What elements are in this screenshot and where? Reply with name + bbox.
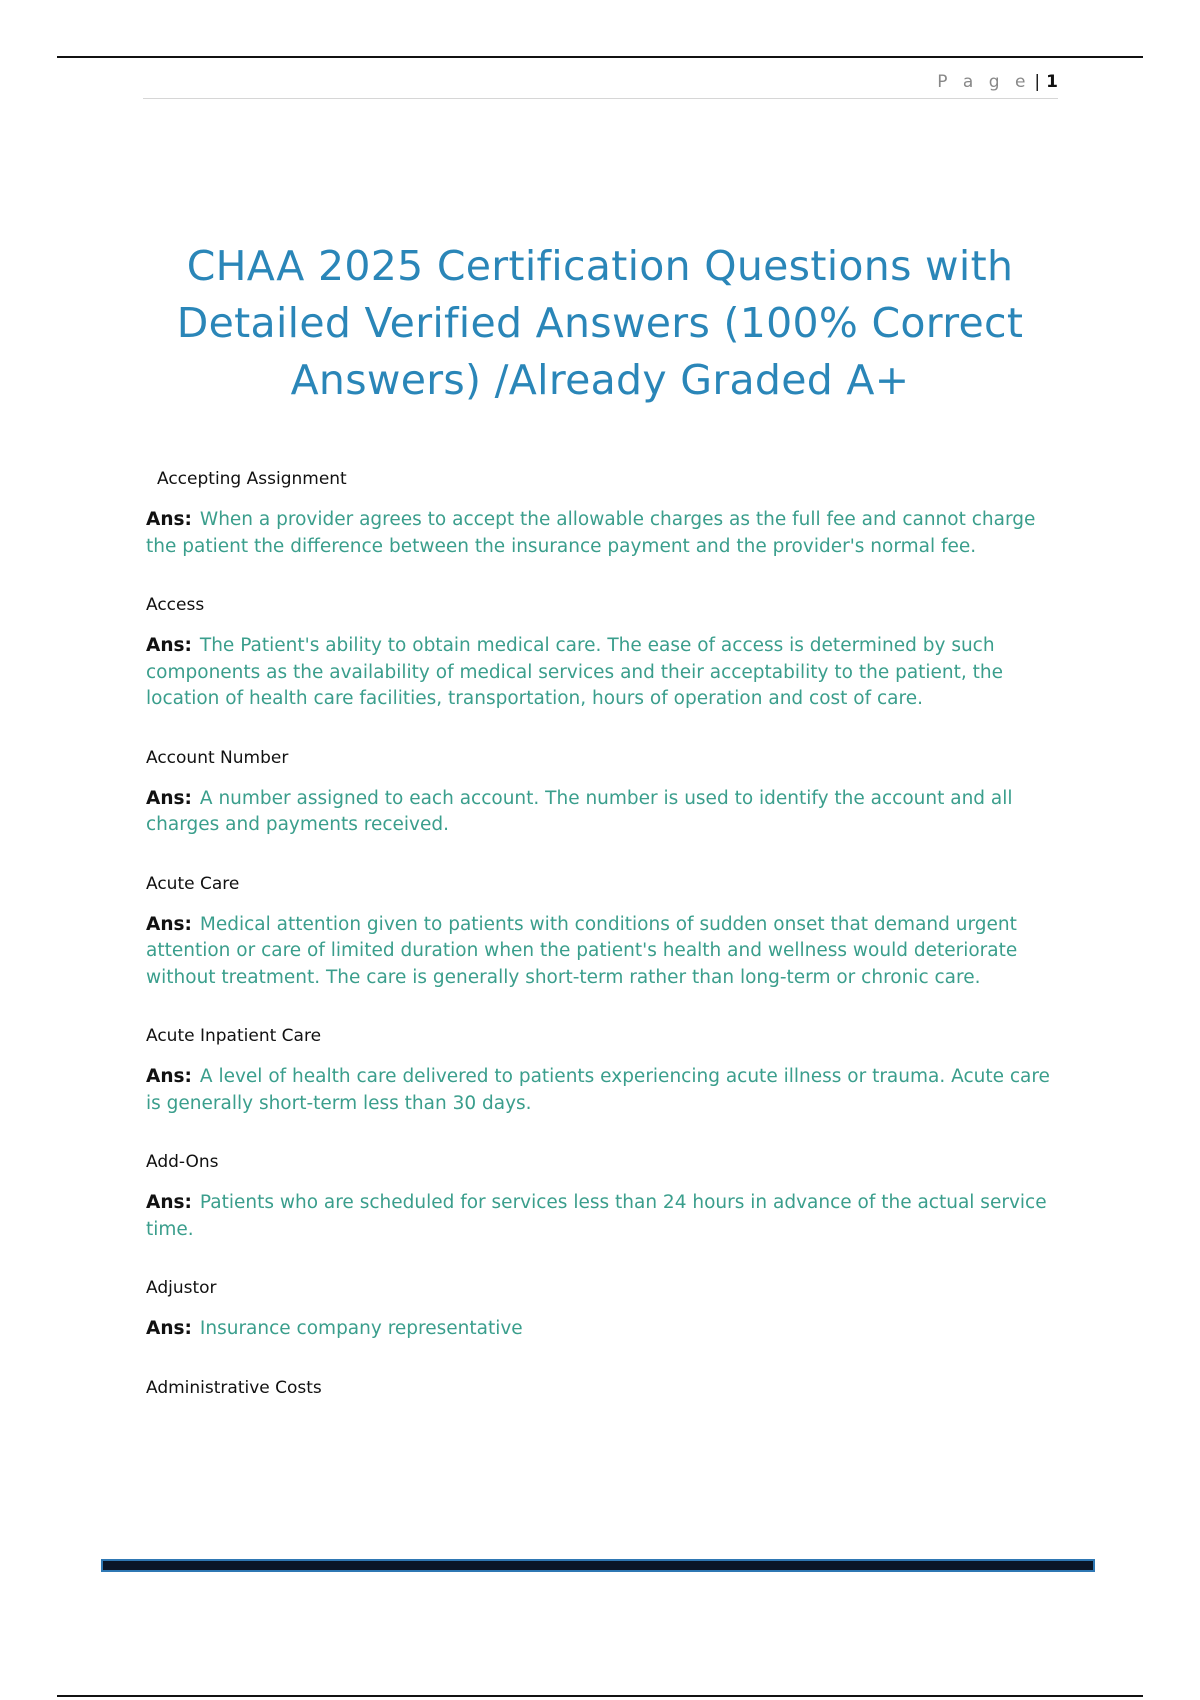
- ans-label: Ans:: [146, 787, 192, 809]
- qa-list: [146, 468, 1056, 1433]
- answer-text: [146, 1316, 1056, 1343]
- term-label: Add-Ons: [146, 1152, 219, 1172]
- qa-item: [146, 594, 1056, 713]
- answer-body: When a provider agrees to accept the allowable charges as the full fee and cannot charge the patient the difference between the insurance payment and the provider's normal fee.: [146, 509, 1036, 557]
- term-label: Administrative Costs: [146, 1377, 322, 1398]
- ans-label: Ans:: [146, 1192, 192, 1213]
- answer-text: [146, 1064, 1056, 1117]
- qa-item: [146, 1025, 1056, 1117]
- qa-item: [146, 468, 1056, 560]
- bottom-rule: [57, 1695, 1143, 1697]
- answer-text: [146, 1190, 1056, 1243]
- ans-label: Ans:: [146, 635, 192, 656]
- answer-text: [146, 912, 1056, 992]
- term-label: Acute Care: [146, 873, 240, 894]
- document-title: CHAA 2025 Certification Questions with Detailed Verified Answers (100% Correct Answers) /Already Graded A+: [176, 242, 1024, 404]
- qa-item: [146, 1277, 1056, 1343]
- term-label: Adjustor: [146, 1278, 217, 1298]
- term-label: Accepting Assignment: [157, 469, 347, 489]
- term-label: Account Number: [146, 747, 289, 768]
- page-number: 1: [1046, 72, 1058, 92]
- answer-body: Medical attention given to patients with conditions of sudden onset that demand urgent attention or care of limited duration when the patient's health and wellness would deteriorate without treatment. The care is generally short-term rather than long-term or chronic care.: [146, 913, 1018, 988]
- qa-item: [146, 873, 1056, 992]
- answer-text: [146, 633, 1056, 713]
- top-rule: [57, 56, 1143, 58]
- term-label: Access: [146, 595, 205, 615]
- answer-body: A number assigned to each account. The number is used to identify the account and all charges and payments received.: [146, 787, 1013, 835]
- footer-bar: [101, 1559, 1095, 1572]
- answer-body: Patients who are scheduled for services less than 24 hours in advance of the actual service time.: [146, 1192, 1047, 1240]
- answer-body: Insurance company representative: [199, 1318, 523, 1339]
- page-separator: |: [1034, 72, 1041, 92]
- answer-body: A level of health care delivered to patients experiencing acute illness or trauma. Acute care is generally short-term less than 30 days.: [146, 1066, 1050, 1114]
- page-header: [143, 70, 1058, 99]
- answer-text: [146, 507, 1056, 560]
- ans-label: Ans:: [146, 1066, 192, 1087]
- ans-label: Ans:: [146, 1318, 192, 1339]
- qa-item: [146, 747, 1056, 839]
- qa-item: [146, 1151, 1056, 1243]
- answer-body: The Patient's ability to obtain medical care. The ease of access is determined by such components as the availability of medical services and their acceptability to the patient, the location of health care facilities, transportation, hours of operation and cost of care.: [146, 635, 1004, 709]
- answer-text: [146, 786, 1056, 839]
- ans-label: Ans:: [146, 509, 192, 530]
- term-label: Acute Inpatient Care: [146, 1026, 322, 1046]
- page-label: P a g e: [937, 72, 1031, 92]
- qa-item: [146, 1377, 1056, 1399]
- ans-label: Ans:: [146, 913, 192, 935]
